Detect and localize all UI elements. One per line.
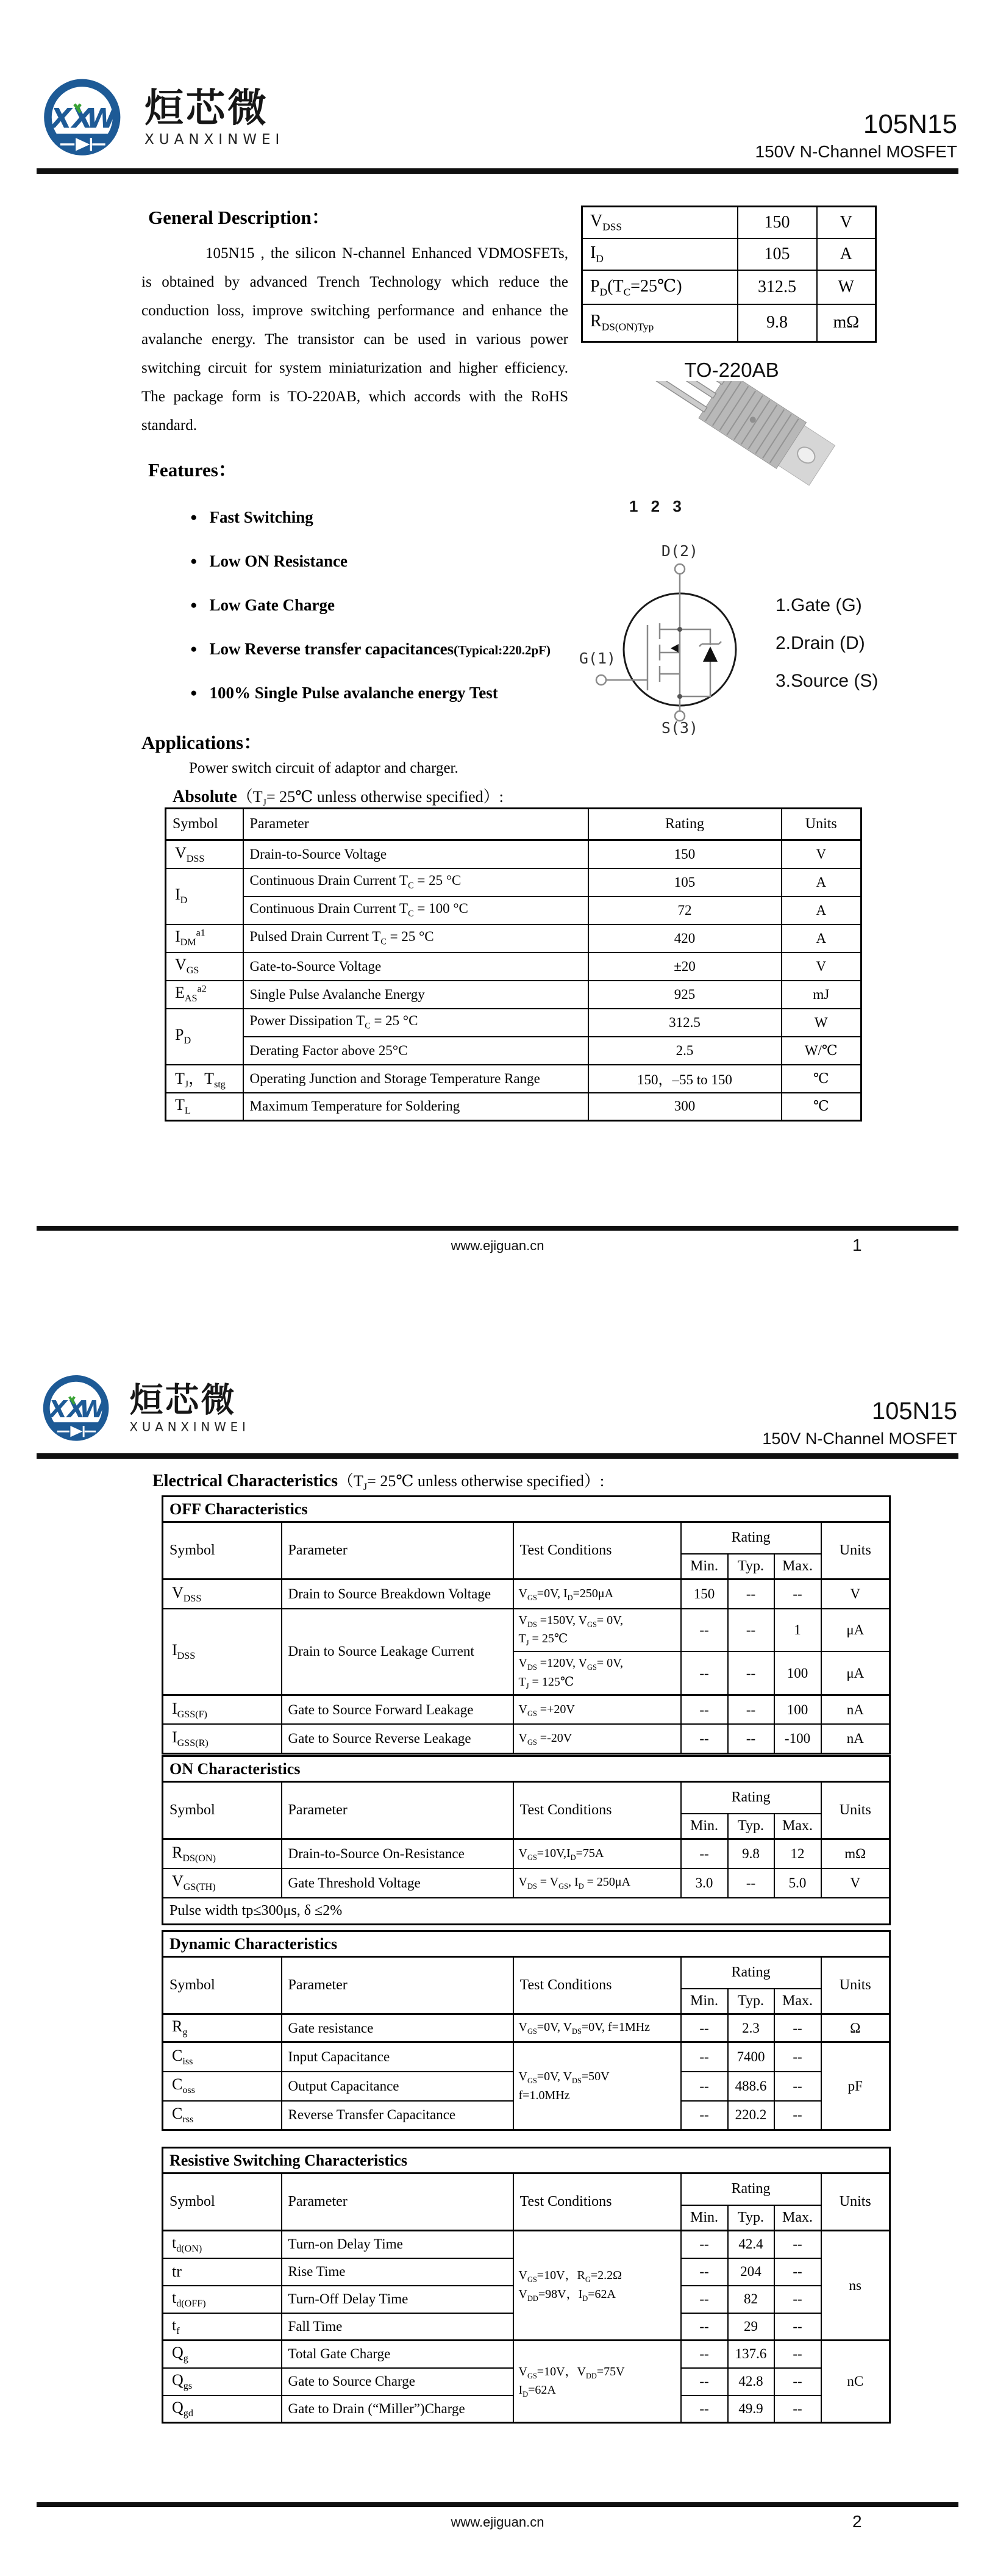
svg-text:XX: XX	[51, 102, 93, 135]
cell-unit: V	[821, 1580, 890, 1609]
header-units: Units	[782, 809, 861, 840]
table-row	[166, 1037, 861, 1065]
cell-symbol: $R_{DS(ON)}$	[163, 1839, 282, 1869]
absolute-ratings-title: $Absolute(T_J=$ 25℃ unless otherwise specified）:	[173, 787, 504, 809]
cell-symbol: $V_{DSS}$	[166, 840, 243, 868]
table-header-row	[163, 1957, 890, 1989]
table-row	[163, 2231, 890, 2258]
cell-rating: 420	[588, 925, 782, 953]
cell-min: 150	[681, 1580, 728, 1609]
cell-parameter: Continuous Drain Current $T_C = 100$ °C	[243, 896, 588, 925]
cell-min: --	[681, 2101, 728, 2130]
header-max: Max.	[774, 1989, 821, 2014]
cell-max: 12	[774, 1839, 821, 1869]
cell-test-conditions: $V_{GS}=0V$, $V_{DS}=0V$, f=1MHz	[513, 2014, 681, 2042]
cell-symbol: $t_{d(OFF)}$	[163, 2286, 282, 2313]
cell-max: 1	[774, 1609, 821, 1652]
cell-unit: A	[782, 925, 861, 953]
header-typ: Typ.	[728, 1554, 774, 1580]
cell-test-conditions: $V_{DS} =150V$, $V_{GS}= 0V$, $T_J$ = 25℃	[513, 1609, 681, 1652]
cell-unit: μA	[821, 1651, 890, 1695]
cell-value: 9.8	[738, 304, 817, 342]
table-row	[163, 1724, 890, 1753]
table-row	[163, 1839, 890, 1869]
cell-min: --	[681, 2313, 728, 2341]
applications-title: Applications：	[141, 732, 263, 753]
part-subtitle: 150V N-Channel MOSFET	[762, 1429, 957, 1448]
cell-max: --	[774, 2286, 821, 2313]
cell-parameter: Rise Time	[282, 2258, 513, 2286]
brand-logo	[38, 72, 284, 173]
header-rating: Rating	[681, 1782, 821, 1814]
cell-symbol: $E_{AS}^{a2}$	[166, 981, 243, 1009]
cell-test-conditions: $V_{DS} =120V$, $V_{GS}= 0V$, $T_J$ = 125℃	[513, 1651, 681, 1695]
cell-symbol: $I_{GSS(R)}$	[163, 1724, 282, 1753]
table-row	[163, 1609, 890, 1652]
cell-test-conditions: $V_{GS}=10V$，$V_{DD}=75V$ $I_D=62A$	[513, 2341, 681, 2423]
cell-symbol: $V_{GS}$	[166, 953, 243, 981]
cell-test-conditions: $V_{GS}=0V$, $V_{DS}=50V$ f=1.0MHz	[513, 2042, 681, 2130]
cell-rating: 312.5	[588, 1009, 782, 1037]
xxw-logo-icon	[38, 1369, 124, 1456]
cell-min: --	[681, 1695, 728, 1724]
cell-symbol: $R_{DS(ON)Typ}$	[582, 304, 738, 342]
cell-parameter: Maximum Temperature for Soldering	[243, 1093, 588, 1121]
table-row	[582, 207, 876, 238]
bullet-icon: ●	[190, 599, 198, 612]
header-rating: Rating	[681, 1957, 821, 1989]
cell-typ: 488.6	[728, 2072, 774, 2101]
cell-max: --	[774, 2231, 821, 2258]
cell-rating: 150	[588, 840, 782, 868]
cell-min: --	[681, 2286, 728, 2313]
pin-name-source: 3.Source (S)	[776, 671, 879, 691]
cell-max: --	[774, 2258, 821, 2286]
table-row	[163, 1580, 890, 1609]
cell-unit: nA	[821, 1695, 890, 1724]
brand-name-english: XUANXINWEI	[144, 132, 285, 148]
cell-symbol: $Q_{gd}$	[163, 2395, 282, 2423]
cell-parameter: Turn-on Delay Time	[282, 2231, 513, 2258]
pin-name-list	[776, 587, 878, 700]
package-name: TO-220AB	[684, 359, 779, 381]
header-parameter: Parameter	[243, 809, 588, 840]
cell-typ: 204	[728, 2258, 774, 2286]
bullet-icon: ●	[190, 643, 198, 656]
cell-value: 105	[738, 238, 817, 270]
header-units: Units	[821, 1522, 890, 1580]
cell-min: --	[681, 1651, 728, 1695]
cell-unit: A	[782, 896, 861, 925]
cell-symbol: $T_J$，$T_{stg}$	[166, 1065, 243, 1093]
cell-test-conditions: $V_{GS}=10V$，$R_G=2.2\Omega$ $V_{DD}=98V$，$I_D=62A$	[513, 2231, 681, 2341]
table-row	[582, 238, 876, 270]
features-list	[190, 508, 605, 728]
cell-parameter: Output Capacitance	[282, 2072, 513, 2101]
table-row	[166, 868, 861, 896]
cell-min: --	[681, 2014, 728, 2042]
table-row	[166, 840, 861, 868]
cell-typ: 2.3	[728, 2014, 774, 2042]
mosfet-symbol-diagram	[579, 537, 780, 738]
cell-max: 100	[774, 1695, 821, 1724]
table-row	[163, 2341, 890, 2368]
cell-unit: ℃	[782, 1093, 861, 1121]
cell-max: --	[774, 1580, 821, 1609]
header-min: Min.	[681, 1989, 728, 2014]
header-min: Min.	[681, 1554, 728, 1580]
part-number: 105N15	[871, 1398, 957, 1425]
cell-test-conditions: $V_{GS} =+20V$	[513, 1695, 681, 1724]
brand-name-chinese: 烜芯微	[129, 1381, 237, 1420]
cell-typ: 82	[728, 2286, 774, 2313]
pin-name-drain: 2.Drain (D)	[776, 633, 865, 653]
brand-name-chinese: 烜芯微	[144, 86, 269, 131]
cell-symbol: $I_{DSS}$	[163, 1609, 282, 1695]
header-parameter: Parameter	[282, 1957, 513, 2014]
drain-pin-label: D(2)	[661, 542, 699, 560]
package-pin-numbers: 1 2 3	[629, 497, 686, 515]
cell-typ: 137.6	[728, 2341, 774, 2368]
cell-parameter: Continuous Drain Current $T_C = 25$ °C	[243, 868, 588, 896]
cell-parameter: Gate to Source Reverse Leakage	[282, 1724, 513, 1753]
gate-pin-label: G(1)	[579, 649, 616, 667]
part-number: 105N15	[863, 109, 957, 139]
cell-unit: ns	[821, 2231, 890, 2341]
part-subtitle: 150V N-Channel MOSFET	[755, 142, 957, 161]
dynamic-characteristics-table	[162, 1930, 891, 2131]
cell-typ: --	[728, 1651, 774, 1695]
cell-min: --	[681, 2341, 728, 2368]
cell-unit: V	[821, 1869, 890, 1898]
header-parameter: Parameter	[282, 2174, 513, 2231]
header-min: Min.	[681, 1814, 728, 1839]
brand-logo	[38, 1369, 250, 1456]
cell-symbol: $V_{DSS}$	[163, 1580, 282, 1609]
cell-min: --	[681, 1839, 728, 1869]
cell-unit: Ω	[821, 2014, 890, 2042]
cell-unit: ℃	[782, 1065, 861, 1093]
cell-rating: 300	[588, 1093, 782, 1121]
cell-symbol: $R_g$	[163, 2014, 282, 2042]
cell-typ: 49.9	[728, 2395, 774, 2423]
applications-text: Power switch circuit of adaptor and charger.	[189, 760, 458, 776]
cell-typ: --	[728, 1695, 774, 1724]
cell-typ: --	[728, 1609, 774, 1652]
header-max: Max.	[774, 2205, 821, 2231]
svg-text:W: W	[86, 102, 116, 135]
electrical-characteristics-title: Electrical $Characteristics(T_J=$ 25℃ unless otherwise specified）:	[152, 1472, 605, 1493]
svg-text:XX: XX	[49, 1395, 85, 1423]
table-section-title: Dynamic Characteristics	[163, 1931, 890, 1957]
table-header-row	[163, 2174, 890, 2205]
header-divider	[37, 1453, 958, 1459]
cell-symbol: $Q_g$	[163, 2341, 282, 2368]
cell-min: --	[681, 2042, 728, 2072]
cell-unit: μA	[821, 1609, 890, 1652]
cell-unit: A	[782, 868, 861, 896]
footer-url: www.ejiguan.cn	[451, 2514, 544, 2530]
cell-max: --	[774, 2072, 821, 2101]
cell-symbol: $I_D$	[166, 868, 243, 925]
table-row	[582, 304, 876, 342]
cell-typ: --	[728, 1869, 774, 1898]
header-typ: Typ.	[728, 1814, 774, 1839]
cell-unit: pF	[821, 2042, 890, 2130]
cell-parameter: Gate-to-Source Voltage	[243, 953, 588, 981]
table-header-row	[163, 1782, 890, 1814]
cell-unit: W	[817, 270, 876, 304]
cell-unit: A	[817, 238, 876, 270]
header-test-conditions: Test Conditions	[513, 1522, 681, 1580]
cell-symbol: $I_{DM}^{a1}$	[166, 925, 243, 953]
cell-min: --	[681, 1724, 728, 1753]
header-test-conditions: Test Conditions	[513, 1957, 681, 2014]
cell-parameter: Gate to Source Charge	[282, 2368, 513, 2395]
cell-parameter: Operating Junction and Storage Temperature Range	[243, 1065, 588, 1093]
cell-typ: 9.8	[728, 1839, 774, 1869]
general-description-text: 105N15 , the silicon N-channel Enhanced VDMOSFETs, is obtained by advanced Trench Technology which reduce the conduction loss, improve switching performance and enhance the avalanche energy. The transistor can be used in various power switching circuit for system miniaturization and higher efficiency. The package form is TO-220AB, which accords with the RoHS standard.	[141, 245, 568, 434]
cell-unit: W/℃	[782, 1037, 861, 1065]
table-row	[166, 981, 861, 1009]
switching-characteristics-table	[162, 2147, 891, 2424]
cell-typ: 29	[728, 2313, 774, 2341]
cell-typ: 7400	[728, 2042, 774, 2072]
cell-typ: 220.2	[728, 2101, 774, 2130]
page2-title-block	[762, 1397, 957, 1449]
list-item: ● Low Gate Charge	[190, 596, 335, 614]
header-units: Units	[821, 2174, 890, 2231]
cell-min: 3.0	[681, 1869, 728, 1898]
cell-unit: nC	[821, 2341, 890, 2423]
cell-min: --	[681, 2231, 728, 2258]
header-symbol: Symbol	[163, 1522, 282, 1580]
pulse-width-note: Pulse width tp≤300μs, δ ≤2%	[163, 1898, 890, 1925]
cell-parameter: Gate Threshold Voltage	[282, 1869, 513, 1898]
xxw-logo-icon	[38, 72, 138, 173]
table-section-title: Resistive Switching Characteristics	[163, 2148, 890, 2174]
cell-rating: ±20	[588, 953, 782, 981]
cell-parameter: Gate to Drain (“Miller”)Charge	[282, 2395, 513, 2423]
header-parameter: Parameter	[282, 1522, 513, 1580]
footer-url: www.ejiguan.cn	[451, 1238, 544, 1253]
cell-parameter: Drain-to-Source Voltage	[243, 840, 588, 868]
cell-min: --	[681, 2368, 728, 2395]
page-number: 2	[852, 2512, 862, 2531]
header-rating: Rating	[681, 1522, 821, 1554]
table-note-row	[163, 1898, 890, 1925]
cell-parameter: Pulsed Drain Current $T_C = 25$ °C	[243, 925, 588, 953]
table-row	[582, 270, 876, 304]
table-row	[166, 953, 861, 981]
cell-max: --	[774, 2042, 821, 2072]
cell-parameter: Drain to Source Leakage Current	[282, 1609, 513, 1695]
header-min: Min.	[681, 2205, 728, 2231]
cell-test-conditions: $V_{GS}=0V$, $I_D=250\mu A$	[513, 1580, 681, 1609]
table-row	[163, 1869, 890, 1898]
cell-unit: V	[782, 840, 861, 868]
on-characteristics-table	[162, 1755, 891, 1925]
table-row	[163, 1695, 890, 1724]
cell-parameter: Power Dissipation $T_C = 25$ °C	[243, 1009, 588, 1037]
table-row	[166, 896, 861, 925]
cell-parameter: Input Capacitance	[282, 2042, 513, 2072]
cell-typ: 42.8	[728, 2368, 774, 2395]
cell-parameter: Fall Time	[282, 2313, 513, 2341]
list-item: ● Fast Switching	[190, 508, 313, 526]
table-row	[166, 1065, 861, 1093]
cell-max: --	[774, 2101, 821, 2130]
cell-max: --	[774, 2014, 821, 2042]
cell-max: --	[774, 2313, 821, 2341]
cell-min: --	[681, 1609, 728, 1652]
list-item: ● 100% Single Pulse avalanche energy Test	[190, 684, 498, 702]
cell-symbol: $t_{d(ON)}$	[163, 2231, 282, 2258]
cell-min: --	[681, 2395, 728, 2423]
header-parameter: Parameter	[282, 1782, 513, 1839]
header-symbol: Symbol	[163, 1957, 282, 2014]
header-max: Max.	[774, 1554, 821, 1580]
table-row	[166, 925, 861, 953]
list-item: ● Low Reverse transfer capacitances(Typical:220.2pF)	[190, 640, 551, 658]
cell-typ: 42.4	[728, 2231, 774, 2258]
cell-unit: mΩ	[821, 1839, 890, 1869]
cell-symbol: tr	[163, 2258, 282, 2286]
brand-name-english: XUANXINWEI	[129, 1420, 250, 1434]
cell-unit: V	[782, 953, 861, 981]
cell-parameter: Single Pulse Avalanche Energy	[243, 981, 588, 1009]
cell-parameter: Gate resistance	[282, 2014, 513, 2042]
features-title: Features：	[148, 459, 237, 481]
cell-symbol: $I_D$	[582, 238, 738, 270]
cell-parameter: Turn-Off Delay Time	[282, 2286, 513, 2313]
table-header-row	[166, 809, 861, 840]
cell-symbol: $V_{DSS}$	[582, 207, 738, 238]
source-pin-label: S(3)	[661, 719, 699, 735]
header-rating: Rating	[588, 809, 782, 840]
header-test-conditions: Test Conditions	[513, 1782, 681, 1839]
cell-parameter: Derating Factor above 25°C	[243, 1037, 588, 1065]
table-header-row	[163, 1522, 890, 1554]
cell-typ: --	[728, 1724, 774, 1753]
list-item: ● Low ON Resistance	[190, 552, 348, 570]
cell-parameter: Drain-to-Source On-Resistance	[282, 1839, 513, 1869]
cell-test-conditions: $V_{DS} = V_{GS}$, $I_D = 250\mu A$	[513, 1869, 681, 1898]
header-rating: Rating	[681, 2174, 821, 2205]
cell-unit: mJ	[782, 981, 861, 1009]
footer-divider	[37, 2502, 958, 2507]
cell-symbol: $Q_{gs}$	[163, 2368, 282, 2395]
cell-symbol: $V_{GS(TH)}$	[163, 1869, 282, 1898]
cell-symbol: $T_L$	[166, 1093, 243, 1121]
cell-rating: 150，–55 to 150	[588, 1065, 782, 1093]
header-symbol: Symbol	[166, 809, 243, 840]
cell-rating: 2.5	[588, 1037, 782, 1065]
cell-symbol: $I_{GSS(F)}$	[163, 1695, 282, 1724]
key-parameters-table	[581, 206, 877, 343]
absolute-maximum-ratings-table	[165, 807, 862, 1122]
cell-unit: V	[817, 207, 876, 238]
cell-rating: 105	[588, 868, 782, 896]
header-units: Units	[821, 1957, 890, 2014]
table-section-title: OFF Characteristics	[163, 1497, 890, 1522]
header-symbol: Symbol	[163, 2174, 282, 2231]
cell-min: --	[681, 2258, 728, 2286]
svg-text:W: W	[79, 1395, 105, 1423]
footer-divider	[37, 1226, 958, 1231]
page1-title-block	[755, 110, 957, 162]
cell-symbol: $t_f$	[163, 2313, 282, 2341]
cell-min: --	[681, 2072, 728, 2101]
bullet-icon: ●	[190, 511, 198, 524]
off-characteristics-table	[162, 1495, 891, 1755]
pin-name-gate: 1.Gate (G)	[776, 595, 862, 615]
header-typ: Typ.	[728, 2205, 774, 2231]
cell-symbol: $P_D(T_C=25℃)$	[582, 270, 738, 304]
table-row	[166, 1093, 861, 1121]
cell-symbol: $C_{iss}$	[163, 2042, 282, 2072]
table-row	[166, 1009, 861, 1037]
header-symbol: Symbol	[163, 1782, 282, 1839]
table-row	[163, 2014, 890, 2042]
cell-symbol: $P_D$	[166, 1009, 243, 1065]
cell-test-conditions: $V_{GS}=10V,I_D=75A$	[513, 1839, 681, 1869]
bullet-icon: ●	[190, 555, 198, 568]
cell-parameter: Gate to Source Forward Leakage	[282, 1695, 513, 1724]
cell-symbol: $C_{oss}$	[163, 2072, 282, 2101]
bullet-icon: ●	[190, 687, 198, 699]
cell-value: 150	[738, 207, 817, 238]
header-units: Units	[821, 1782, 890, 1839]
cell-rating: 925	[588, 981, 782, 1009]
cell-max: --	[774, 2341, 821, 2368]
cell-rating: 72	[588, 896, 782, 925]
header-divider	[37, 168, 958, 174]
cell-max: 100	[774, 1651, 821, 1695]
general-description-title: General Description：	[148, 207, 330, 228]
table-row	[163, 2042, 890, 2072]
cell-parameter: Drain to Source Breakdown Voltage	[282, 1580, 513, 1609]
header-max: Max.	[774, 1814, 821, 1839]
header-test-conditions: Test Conditions	[513, 2174, 681, 2231]
page-number: 1	[852, 1236, 862, 1254]
cell-unit: W	[782, 1009, 861, 1037]
header-typ: Typ.	[728, 1989, 774, 2014]
cell-test-conditions: $V_{GS} =-20V$	[513, 1724, 681, 1753]
cell-parameter: Total Gate Charge	[282, 2341, 513, 2368]
cell-max: 5.0	[774, 1869, 821, 1898]
cell-max: -100	[774, 1724, 821, 1753]
cell-typ: --	[728, 1580, 774, 1609]
table-section-title: ON Characteristics	[163, 1756, 890, 1782]
cell-unit: nA	[821, 1724, 890, 1753]
cell-max: --	[774, 2368, 821, 2395]
package-image	[604, 381, 847, 509]
cell-unit: mΩ	[817, 304, 876, 342]
cell-max: --	[774, 2395, 821, 2423]
cell-value: 312.5	[738, 270, 817, 304]
cell-parameter: Reverse Transfer Capacitance	[282, 2101, 513, 2130]
cell-symbol: $C_{rss}$	[163, 2101, 282, 2130]
